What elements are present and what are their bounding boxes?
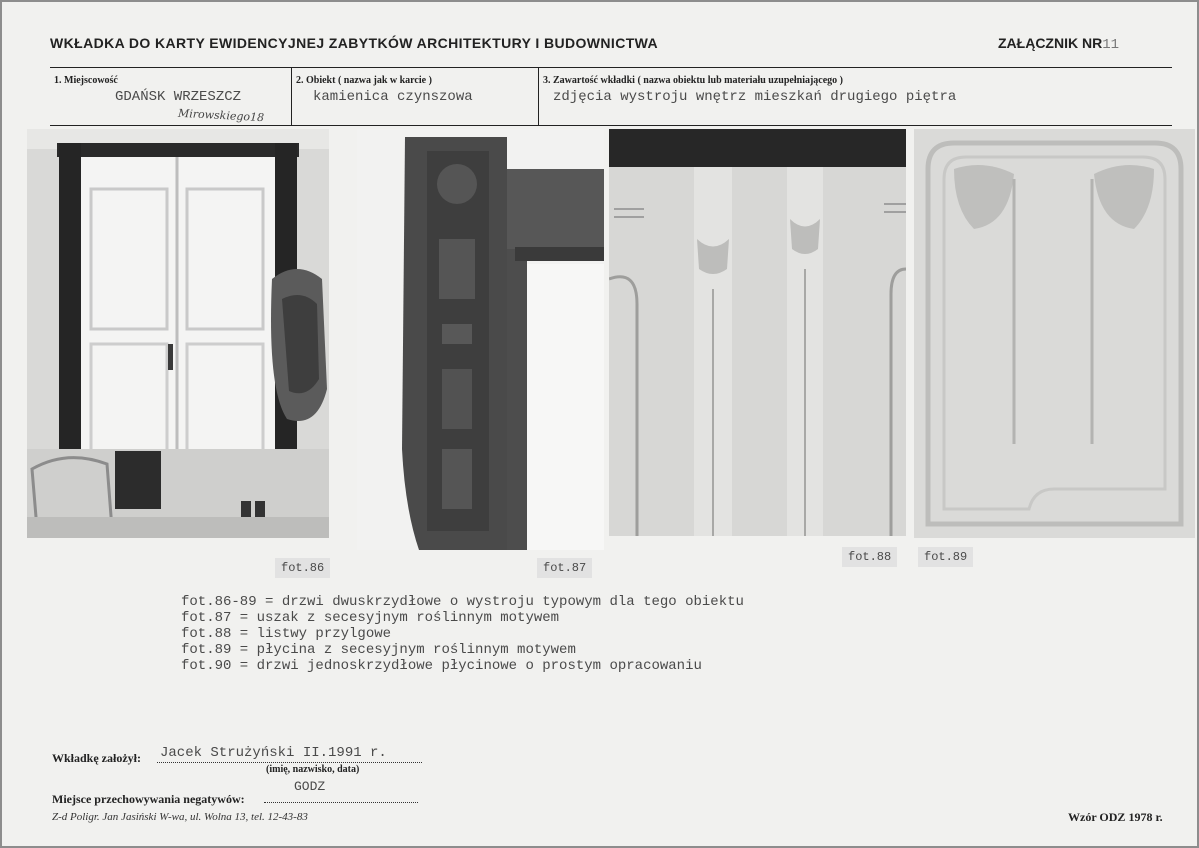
contents-label: 3. Zawartość wkładki ( nazwa obiektu lub materiału uzupełniającego ) bbox=[543, 75, 844, 86]
location-value: GDAŃSK WRZESZCZ bbox=[115, 89, 242, 105]
photo-87-image bbox=[357, 129, 604, 550]
object-value: kamienica czynszowa bbox=[313, 89, 473, 105]
annex-number: 11 bbox=[1102, 37, 1120, 53]
header-rule-top bbox=[50, 67, 1172, 68]
description-line: fot.86-89 = drzwi dwuskrzydłowe o wystroju typowym dla tego obiektu bbox=[181, 594, 744, 610]
author-hint: (imię, nazwisko, data) bbox=[266, 764, 360, 775]
photo-87 bbox=[357, 129, 604, 550]
inventory-card bbox=[2, 2, 1197, 846]
card-title: WKŁADKA DO KARTY EWIDENCYJNEJ ZABYTKÓW ARCHITEKTURY I BUDOWNICTWA bbox=[50, 35, 659, 51]
field-divider-2 bbox=[538, 67, 539, 125]
photo-87-caption: fot.87 bbox=[537, 558, 592, 578]
photo-86 bbox=[27, 129, 329, 538]
negatives-value: GODZ bbox=[294, 779, 326, 794]
photo-89-caption: fot.89 bbox=[918, 547, 973, 567]
annex-label bbox=[998, 35, 1119, 53]
object-label: 2. Obiekt ( nazwa jak w karcie ) bbox=[296, 75, 432, 86]
field-divider-1 bbox=[291, 67, 292, 125]
description-line: fot.88 = listwy przylgowe bbox=[181, 626, 392, 642]
photo-86-image bbox=[27, 129, 329, 538]
photo-86-caption: fot.86 bbox=[275, 558, 330, 578]
form-code: Wzór ODZ 1978 r. bbox=[1068, 810, 1163, 824]
negatives-label: Miejsce przechowywania negatywów: bbox=[52, 792, 245, 806]
negatives-dotted-line bbox=[264, 802, 418, 803]
contents-value: zdjęcia wystroju wnętrz mieszkań drugiego piętra bbox=[553, 89, 957, 105]
annex-label-text: ZAŁĄCZNIK NR bbox=[998, 35, 1103, 51]
photo-88-image bbox=[609, 129, 906, 536]
description-line: fot.87 = uszak z secesyjnym roślinnym motywem bbox=[181, 610, 560, 626]
photo-88-caption: fot.88 bbox=[842, 547, 897, 567]
location-handwritten: Mirowskiego18 bbox=[177, 106, 265, 125]
description-list bbox=[181, 594, 744, 674]
author-dotted-line bbox=[157, 762, 422, 763]
photo-89 bbox=[914, 129, 1195, 538]
photo-89-image bbox=[914, 129, 1195, 538]
header-rule-bottom bbox=[50, 125, 1172, 126]
location-label: 1. Miejscowość bbox=[54, 75, 118, 86]
author-label: Wkładkę założył: bbox=[52, 751, 141, 765]
author-value: Jacek Strużyński II.1991 r. bbox=[160, 745, 387, 761]
photo-88 bbox=[609, 129, 906, 536]
printer-note: Z-d Poligr. Jan Jasiński W-wa, ul. Wolna 13, tel. 12-43-83 bbox=[52, 811, 308, 823]
description-line: fot.90 = drzwi jednoskrzydłowe płycinowe o prostym opracowaniu bbox=[181, 658, 702, 674]
description-line: fot.89 = płycina z secesyjnym roślinnym motywem bbox=[181, 642, 576, 658]
